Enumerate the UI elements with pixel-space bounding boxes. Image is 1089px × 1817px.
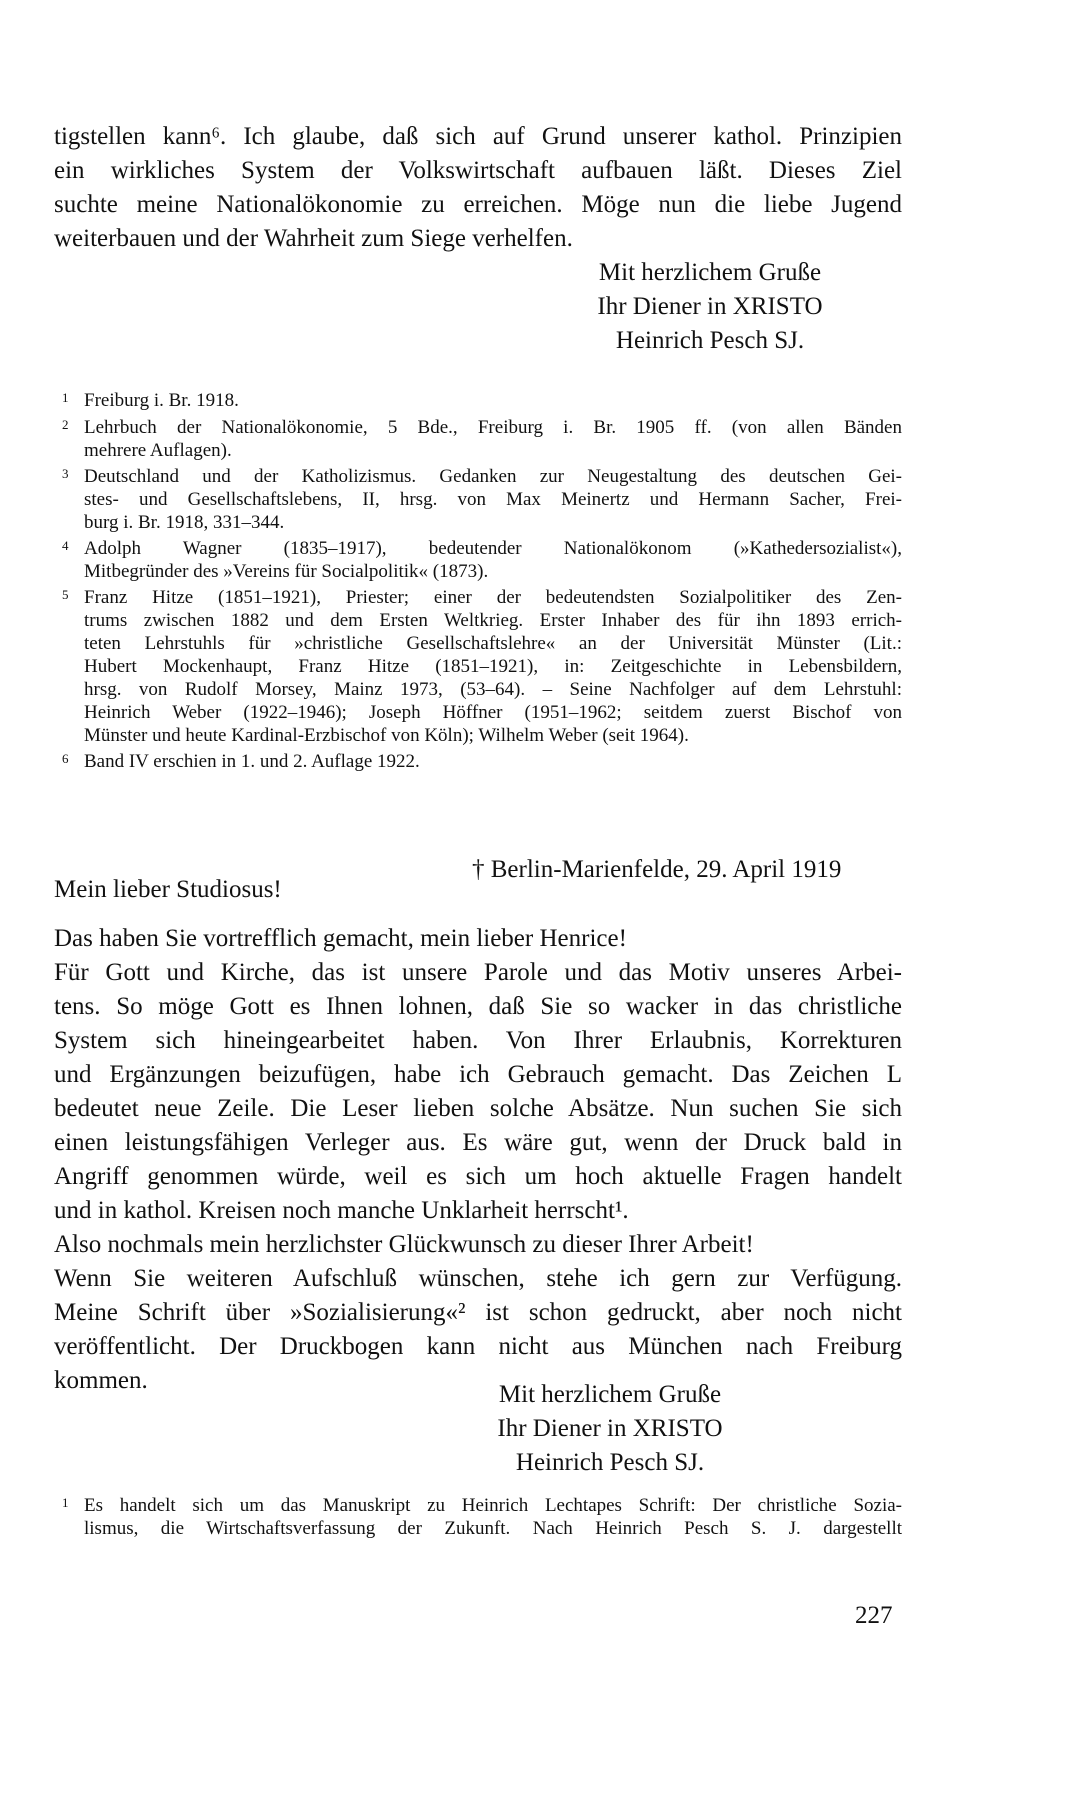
body-line: tens. So möge Gott es Ihnen lohnen, daß Sie so wacker in das christliche (54, 993, 902, 1020)
closing-signature: Heinrich Pesch SJ. (515, 1449, 705, 1476)
body-line: System sich hineingearbeitet haben. Von Ihrer Erlaubnis, Korrekturen (54, 1027, 902, 1054)
footnote-number: 4 (62, 538, 69, 553)
body-line: und in kathol. Kreisen noch manche Unklarheit herrscht¹. (54, 1197, 629, 1224)
body-line: einen leistungsfähigen Verleger aus. Es wäre gut, wenn der Druck bald in (54, 1129, 902, 1156)
body-line: weiterbauen und der Wahrheit zum Siege verhelfen. (54, 225, 573, 252)
body-line: bedeutet neue Zeile. Die Leser lieben solche Absätze. Nun suchen Sie sich (54, 1095, 902, 1122)
body-line: kommen. (54, 1367, 148, 1394)
footnote-number: 2 (62, 417, 69, 432)
page-number: 227 (855, 1602, 893, 1629)
body-line: Wenn Sie weiteren Aufschluß wünschen, stehe ich gern zur Verfügung. (54, 1265, 902, 1292)
body-line: Meine Schrift über »Sozialisierung«² ist schon gedruckt, aber noch nicht (54, 1299, 902, 1326)
body-line: Für Gott und Kirche, das ist unsere Parole und das Motiv unseres Arbei- (54, 959, 902, 986)
footnote-number: 5 (62, 587, 69, 602)
closing-servant: Ihr Diener in XRISTO (497, 1415, 723, 1442)
footnote-number: 3 (62, 466, 69, 481)
footnote-number: 1 (62, 1495, 69, 1510)
body-line: veröffentlicht. Der Druckbogen kann nicht aus München nach Freiburg (54, 1333, 902, 1360)
salutation: Mein lieber Studiosus! (54, 876, 282, 903)
body-line: tigstellen kann⁶. Ich glaube, daß sich auf Grund unserer kathol. Prinzipien (54, 123, 902, 150)
book-page: tigstellen kann⁶. Ich glaube, daß sich auf Grund unserer kathol. Prinzipien ein wirkliches System der Volkswirtschaft aufbauen läßt. Dieses Ziel suchte meine Nationalökonomie zu erreichen. Möge nun die liebe Jugend weiterbauen und der Wahrheit zum Siege verhelfen. Mit herzlichem Gruße Ihr Diener in XRISTO Heinrich Pesch SJ. 1 Freiburg i. Br. 1918. 2 Lehrbuch der Nationalökonomie, 5 Bde., Freiburg i. Br. 1905 ff. (von allen Bänden mehrere Auflagen). 3 Deutschland und der Katholizismus. Gedanken zur Neugestaltung des deutschen Gei- stes- und Gesellschaftslebens, II, hrsg. von Max Meinertz und Hermann Sacher, Frei- burg i. Br. 1918, 331–344. 4 Adolph Wagner (1835–1917), bedeutender Nationalökonom (»Kathedersozialist«), Mitbegründer des »Vereins für Socialpolitik« (1873). 5 Franz Hitze (1851–1921), Priester; einer der bedeutendsten Sozialpolitiker des Zen- trums zwischen 1882 und dem Ersten Weltkrieg. Erster Inhaber des für ihn 1893 errich- teten Lehrstuhls für »christliche Gesellschaftslehre« an der Universität Münster (Lit.: Hubert Mockenhaupt, Franz Hitze (1851–1921), in: Zeitgeschichte in Lebensbildern, hrsg. von Rudolf Morsey, Mainz 1973, (53–64). – Seine Nachfolger auf dem Lehrstuhl: Heinrich Weber (1922–1946); Joseph Höffner (1951–1962; seitdem zuerst Bischof von Münster und heute Kardinal-Erzbischof von Köln); Wilhelm Weber (seit 1964). 6 Band IV erschien in 1. und 2. Auflage 1922. † Berlin-Marienfelde, 29. April 1919 Mein lieber Studiosus! Das haben Sie vortrefflich gemacht, mein lieber Henrice! Für Gott und Kirche, das ist unsere Parole und das Motiv unseres Arbei- tens. So möge Gott es Ihnen lohnen, daß Sie so wacker in das christliche System sich hineingearbeitet haben. Von Ihrer Erlaubnis, Korrekturen und Ergänzungen beizufügen, habe ich Gebrauch gemacht. Das Zeichen L bedeutet neue Zeile. Die Leser lieben solche Absätze. Nun suchen Sie sich einen leistungsfähigen Verleger aus. Es wäre gut, wenn der Druck bald in Angriff genommen würde, weil es sich um hoch aktuelle Fragen handelt und in kathol. Kreisen noch manche Unklarheit herrscht¹. Also nochmals mein herzlichster Glückwunsch zu dieser Ihrer Arbeit! Wenn Sie weiteren Aufschluß wünschen, stehe ich gern zur Verfügung. Meine Schrift über »Sozialisierung«² ist schon gedruckt, aber noch nicht veröffentlicht. Der Druckbogen kann nicht aus München nach Freiburg kommen. Mit herzlichem Gruße Ihr Diener in XRISTO Heinrich Pesch SJ. 1 Es handelt sich um das Manuskript zu Heinrich Lechtapes Schrift: Der christliche Sozia- lismus, die Wirtschaftsverfassung der Zukunft. Nach Heinrich Pesch S. J. dargestellt 227 (0, 0, 1089, 1817)
body-line: und Ergänzungen beizufügen, habe ich Gebrauch gemacht. Das Zeichen L (54, 1061, 902, 1088)
body-line: Das haben Sie vortrefflich gemacht, mein lieber Henrice! (54, 925, 627, 952)
body-line: Angriff genommen würde, weil es sich um hoch aktuelle Fragen handelt (54, 1163, 902, 1190)
body-line: suchte meine Nationalökonomie zu erreichen. Möge nun die liebe Jugend (54, 191, 902, 218)
place-date: † Berlin-Marienfelde, 29. April 1919 (472, 856, 842, 883)
body-line: Also nochmals mein herzlichster Glückwunsch zu dieser Ihrer Arbeit! (54, 1231, 754, 1258)
footnote-number: 6 (62, 751, 69, 766)
body-line: ein wirkliches System der Volkswirtschaft aufbauen läßt. Dieses Ziel (54, 157, 902, 184)
closing-signature: Heinrich Pesch SJ. (615, 327, 805, 354)
footnote-number: 1 (62, 390, 69, 405)
closing-servant: Ihr Diener in XRISTO (597, 293, 823, 320)
closing-greeting: Mit herzlichem Gruße (598, 259, 822, 286)
closing-greeting: Mit herzlichem Gruße (498, 1381, 722, 1408)
